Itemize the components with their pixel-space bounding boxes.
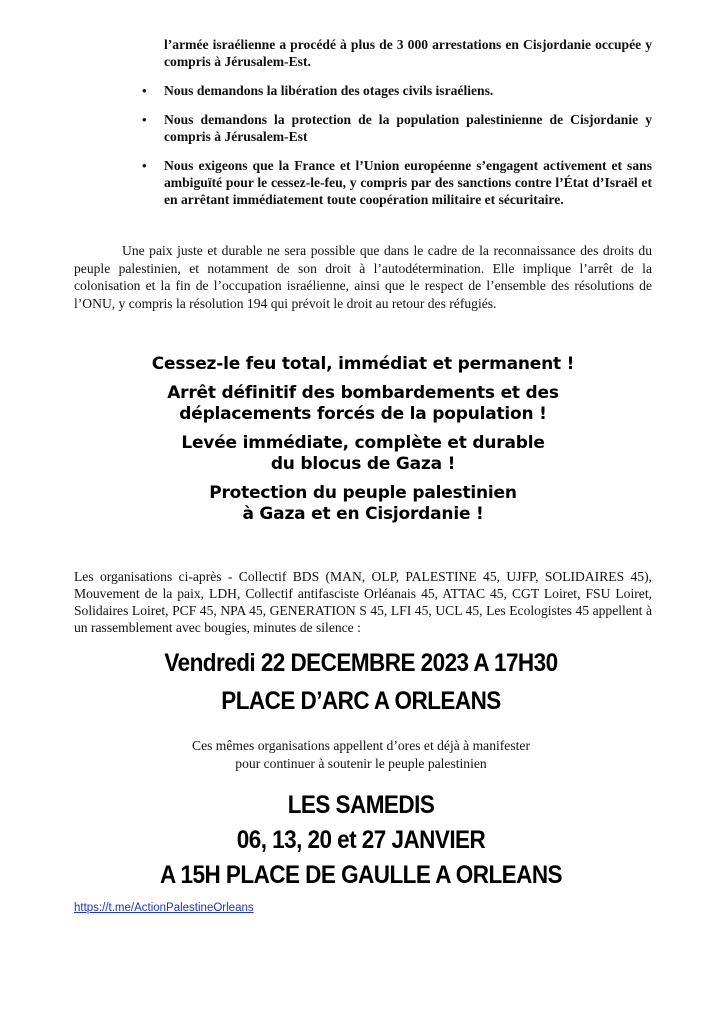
bullet-icon: • bbox=[142, 83, 147, 98]
bullet-icon: • bbox=[142, 112, 147, 127]
organisations-paragraph: Les organisations ci-après - Collectif BDS (MAN, OLP, PALESTINE 45, UJFP, SOLIDAIRES 45), Mouvement de la paix, LDH, Collectif antifasciste Orléanais 45, ATTAC 45, CGT Loiret, FSU Loiret, Solidaires Loiret, PCF 45, NPA 45, GENERATION S 45, LFI 45, UCL 45, Les Ecologistes 45 appellent à un rassemblement avec bougies, minutes de silence : bbox=[74, 569, 652, 635]
demand-text: Nous exigeons que la France et l’Union européenne s’engagent activement et sans ambiguïté pour le cessez-le-feu, y compris par des sanctions contre l’État d’Israël et en arrêtant immédiatement toute coopération militaire et sécuritaire. bbox=[164, 158, 652, 207]
event-date: Vendredi 22 DECEMBRE 2023 A 17H30 bbox=[164, 649, 558, 677]
event-place: PLACE D’ARC A ORLEANS bbox=[221, 687, 501, 715]
slogan: Cessez-le feu total, immédiat et permanent ! bbox=[151, 354, 575, 374]
telegram-link[interactable]: https://t.me/ActionPalestineOrleans bbox=[74, 902, 254, 914]
followup-line: Ces mêmes organisations appellent d’ores et déjà à manifester bbox=[192, 738, 530, 753]
demands-list bbox=[74, 36, 652, 208]
saturdays-heading: LES SAMEDIS bbox=[287, 791, 435, 819]
demand-text: Nous demandons la protection de la population palestinienne de Cisjordanie y compris à Jérusalem-Est bbox=[164, 112, 652, 144]
followup-line: pour continuer à soutenir le peuple palestinien bbox=[235, 756, 487, 771]
demand-text: Nous demandons la libération des otages civils israéliens. bbox=[164, 83, 494, 98]
slogan: Protection du peuple palestinien à Gaza et en Cisjordanie ! bbox=[209, 483, 517, 524]
demand-item bbox=[74, 157, 652, 208]
saturdays-dates: 06, 13, 20 et 27 JANVIER bbox=[236, 826, 486, 854]
peace-paragraph: Une paix juste et durable ne sera possible que dans le cadre de la reconnaissance des droits du peuple palestinien, et notamment de son droit à l’autodétermination. Elle implique l’arrêt de la colonisation et la fin de l’occupation israélienne, ainsi que le respect de l’ensemble des résolutions de l’ONU, y compris la résolution 194 qui prévoit le droit au retour des réfugiés. bbox=[74, 243, 652, 311]
slogan: Arrêt définitif des bombardements et des déplacements forcés de la population ! bbox=[167, 383, 559, 424]
continued-bullet-text: l’armée israélienne a procédé à plus de 3 000 arrestations en Cisjordanie occupée y compris à Jérusalem-Est. bbox=[164, 37, 652, 69]
slogans-block bbox=[74, 354, 652, 525]
demand-item bbox=[74, 111, 652, 145]
saturdays-place: A 15H PLACE DE GAULLE A ORLEANS bbox=[159, 861, 563, 889]
demand-item bbox=[74, 82, 652, 99]
slogan: Levée immédiate, complète et durable du blocus de Gaza ! bbox=[181, 433, 545, 474]
bullet-icon: • bbox=[142, 158, 147, 173]
